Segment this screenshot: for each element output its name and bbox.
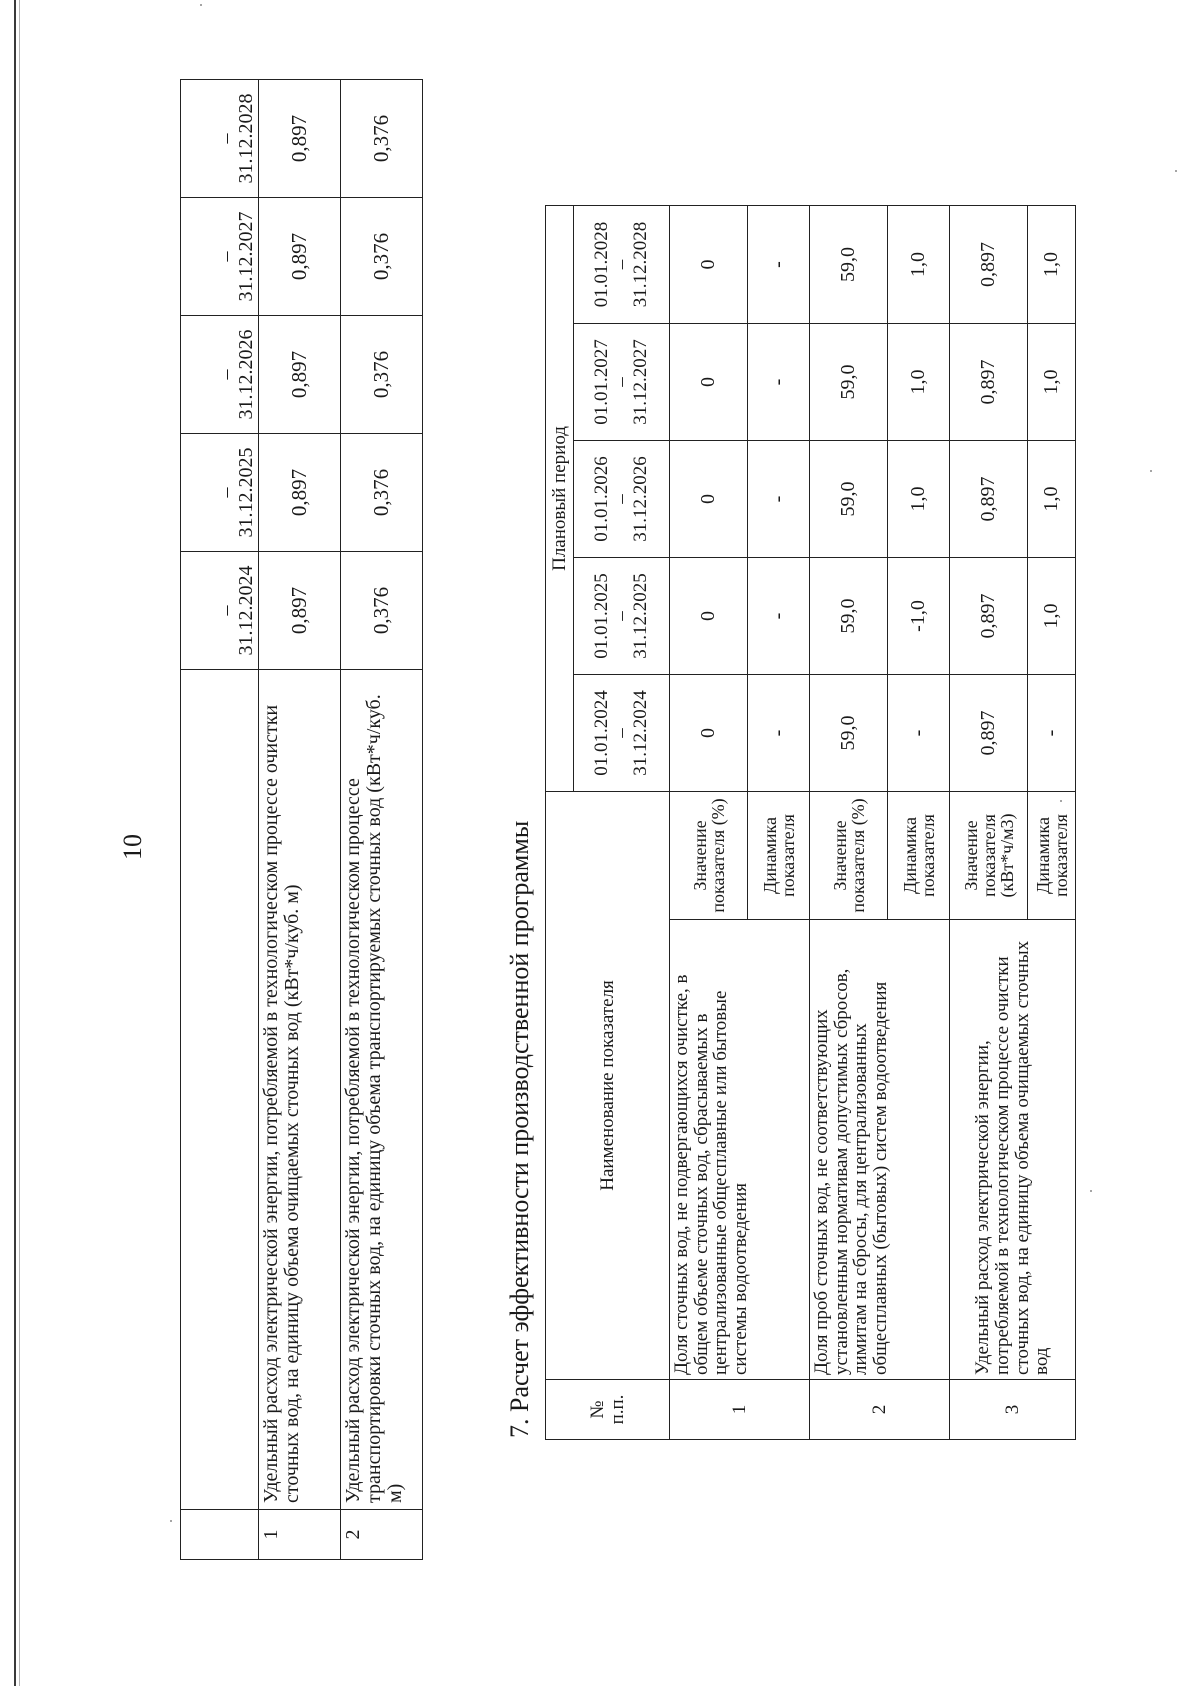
scan-edge-line-faint bbox=[19, 0, 20, 1686]
row-name: Доля сточных вод, не подвергающихся очистке, в общем объеме сточных вод, сбрасываемых в централизованные общесплавные или бытовые системы водоотведения bbox=[670, 920, 810, 1380]
cell-value: 0,897 bbox=[950, 557, 1028, 674]
period-header bbox=[574, 557, 670, 674]
header-num-label: № п.п. bbox=[586, 1394, 628, 1425]
period-label: 01.01.2028 – 31.12.2028 bbox=[590, 221, 652, 308]
cell-value: 1,0 bbox=[1028, 440, 1076, 557]
scan-speck bbox=[200, 4, 202, 6]
cell-value: 1,0 bbox=[888, 323, 950, 440]
table-row bbox=[670, 205, 748, 1439]
cell-value: 0 bbox=[670, 674, 748, 791]
period-label: – 31.12.2025 bbox=[215, 447, 257, 538]
rotated-page bbox=[90, 30, 1180, 1630]
period-label: 01.01.2024 – 31.12.2024 bbox=[590, 690, 652, 776]
table-row bbox=[950, 205, 1028, 1439]
scan-edge-line bbox=[14, 0, 16, 1686]
cell-value: 1,0 bbox=[1028, 323, 1076, 440]
cell-value: 0,897 bbox=[259, 552, 341, 670]
period-header bbox=[574, 440, 670, 557]
header-num bbox=[546, 1380, 670, 1440]
table-header-row bbox=[181, 80, 259, 1560]
row-number: 1 bbox=[670, 1380, 810, 1440]
period-header bbox=[181, 552, 259, 670]
period-label: – 31.12.2027 bbox=[215, 211, 257, 302]
cell-value: 59,0 bbox=[810, 674, 888, 791]
row-sublabel: Динамика показателя bbox=[888, 791, 950, 919]
period-header bbox=[574, 674, 670, 791]
table-header-row bbox=[546, 205, 574, 1439]
cell-value: 59,0 bbox=[810, 323, 888, 440]
period-header bbox=[181, 198, 259, 316]
cell-value: 0,897 bbox=[259, 316, 341, 434]
cell-value: 0,376 bbox=[341, 316, 423, 434]
cell-value: - bbox=[748, 440, 810, 557]
cell-value: - bbox=[748, 674, 810, 791]
period-label: – 31.12.2026 bbox=[215, 329, 257, 420]
row-name: Удельный расход электрической энергии, потребляемой в технологическом процессе транспортировки сточных вод, на единицу объема транспортируемых сточных вод (кВт*ч/куб. м) bbox=[341, 670, 423, 1510]
cell-value: - bbox=[748, 205, 810, 323]
table-row bbox=[810, 205, 888, 1439]
period-label: 01.01.2026 – 31.12.2026 bbox=[590, 456, 652, 542]
cell-value: 0,897 bbox=[259, 198, 341, 316]
period-label: – 31.12.2028 bbox=[215, 93, 257, 184]
cell-value: 1,0 bbox=[1028, 557, 1076, 674]
period-header bbox=[181, 316, 259, 434]
row-name: Удельный расход электрической энергии, потребляемой в технологическом процессе очистки сточных вод, на единицу объема очищаемых сточных вод bbox=[950, 920, 1076, 1380]
row-sublabel: Значение показателя (кВт*ч/м3) bbox=[950, 791, 1028, 919]
row-name: Доля проб сточных вод, не соответствующих установленным нормативам допустимых сбросов, лимитам на сбросы, для централизованных общесплавных (бытовых) систем водоотведения bbox=[810, 920, 950, 1380]
cell-value: 1,0 bbox=[888, 440, 950, 557]
cell-value: - bbox=[748, 323, 810, 440]
cell-value: 0,897 bbox=[950, 674, 1028, 791]
cell-value: 59,0 bbox=[810, 557, 888, 674]
cell-value: 0,897 bbox=[950, 440, 1028, 557]
row-name: Удельный расход электрической энергии, потребляемой в технологическом процессе очистки сточных вод, на единицу объема очищаемых сточных вод (кВт*ч/куб. м) bbox=[259, 670, 341, 1510]
cell-value: 1,0 bbox=[1028, 205, 1076, 323]
header-planned-period: Плановый период bbox=[546, 205, 574, 791]
cell-value: 0,897 bbox=[950, 205, 1028, 323]
cell-value: 0,897 bbox=[259, 80, 341, 198]
header-empty bbox=[181, 1510, 259, 1560]
row-sublabel: Значение показателя (%) bbox=[670, 791, 748, 919]
table-row bbox=[341, 80, 423, 1560]
cell-value: 0,897 bbox=[950, 323, 1028, 440]
cell-value: - bbox=[748, 557, 810, 674]
cell-value: 1,0 bbox=[888, 205, 950, 323]
cell-value: 0 bbox=[670, 557, 748, 674]
energy-consumption-table bbox=[180, 79, 423, 1560]
row-number: 2 bbox=[341, 1510, 423, 1560]
header-indicator-name: Наименование показателя bbox=[546, 791, 670, 1379]
row-sublabel: Значение показателя (%) bbox=[810, 791, 888, 919]
row-sublabel: Динамика показателя bbox=[1028, 791, 1076, 919]
row-sublabel: Динамика показателя bbox=[748, 791, 810, 919]
period-label: 01.01.2025 – 31.12.2025 bbox=[590, 573, 652, 659]
cell-value: 59,0 bbox=[810, 440, 888, 557]
cell-value: - bbox=[888, 674, 950, 791]
period-header bbox=[181, 434, 259, 552]
row-number: 2 bbox=[810, 1380, 950, 1440]
cell-value: - bbox=[1028, 674, 1076, 791]
efficiency-table bbox=[545, 205, 1076, 1440]
cell-value: 59,0 bbox=[810, 205, 888, 323]
header-empty bbox=[181, 670, 259, 1510]
cell-value: 0,376 bbox=[341, 80, 423, 198]
cell-value: 0,376 bbox=[341, 198, 423, 316]
period-label: – 31.12.2024 bbox=[215, 565, 257, 656]
cell-value: 0 bbox=[670, 205, 748, 323]
period-header bbox=[574, 205, 670, 323]
row-number: 1 bbox=[259, 1510, 341, 1560]
page-number: 10 bbox=[118, 834, 147, 860]
cell-value: 0,376 bbox=[341, 434, 423, 552]
table-row bbox=[259, 80, 341, 1560]
cell-value: 0,897 bbox=[259, 434, 341, 552]
cell-value: 0 bbox=[670, 440, 748, 557]
cell-value: 0,376 bbox=[341, 552, 423, 670]
cell-value: 0 bbox=[670, 323, 748, 440]
period-header bbox=[181, 80, 259, 198]
cell-value: -1,0 bbox=[888, 557, 950, 674]
row-number: 3 bbox=[950, 1380, 1076, 1440]
section-title: 7. Расчет эффективности производственной программы bbox=[505, 820, 534, 1438]
period-header bbox=[574, 323, 670, 440]
period-label: 01.01.2027 – 31.12.2027 bbox=[590, 339, 652, 425]
